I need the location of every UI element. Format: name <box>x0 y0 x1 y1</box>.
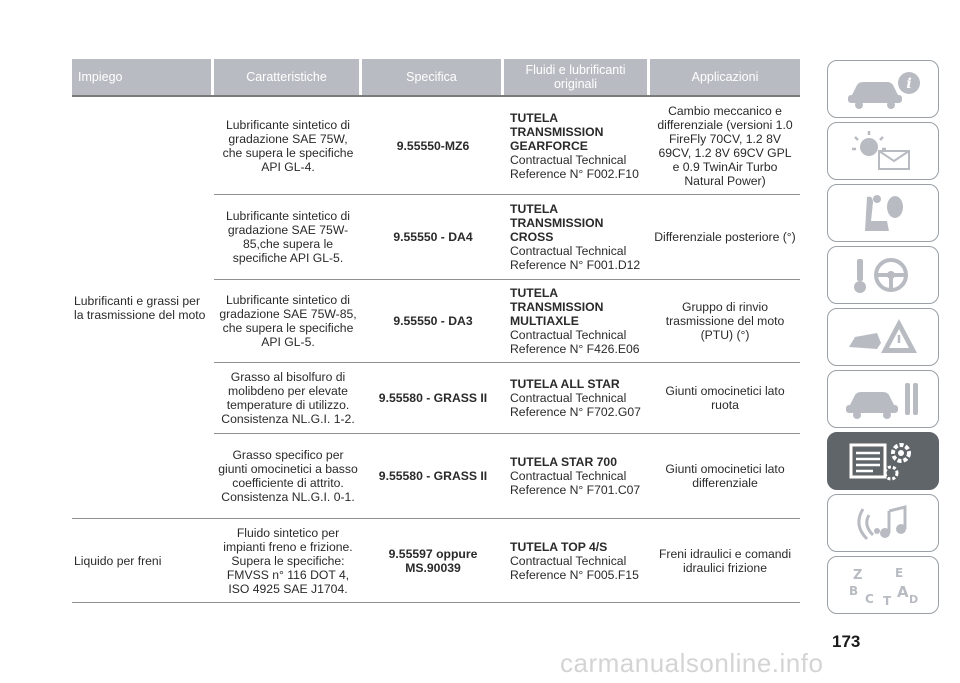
airbag-seat-icon <box>843 191 923 235</box>
header-impiego: Impiego <box>72 59 214 95</box>
fluid-cell <box>504 519 650 603</box>
page-number: 173 <box>832 632 861 651</box>
application-cell: Giunti omocinetici lato differenziale <box>650 434 800 519</box>
car-service-icon <box>843 377 923 421</box>
tab-car-info[interactable] <box>827 60 939 118</box>
use-cell: Liquido per freni <box>72 519 214 603</box>
fluid-cell <box>504 195 650 280</box>
multimedia-icon <box>843 501 923 545</box>
fluid-cell <box>504 95 650 195</box>
application-cell: Freni idraulici e comandi idraulici frizione <box>650 519 800 603</box>
fluid-reference: Contractual Technical Reference N° F001.D12 <box>510 244 641 272</box>
spec-cell: 9.55550 - DA4 <box>362 195 504 280</box>
fluid-reference: Contractual Technical Reference N° F426.E06 <box>510 328 640 356</box>
lubricants-table <box>72 59 800 603</box>
spec-cell: 9.55550 - DA3 <box>362 280 504 363</box>
header-specifica: Specifica <box>362 59 504 95</box>
tab-index[interactable] <box>827 556 939 614</box>
fluid-reference: Contractual Technical Reference N° F005.F15 <box>510 553 639 582</box>
spec-cell: 9.55580 - GRASS II <box>362 363 504 434</box>
tab-multimedia[interactable] <box>827 494 939 552</box>
table-header-row <box>72 59 800 95</box>
svg-text:D: D <box>909 593 919 606</box>
tab-maintenance[interactable] <box>827 370 939 428</box>
tab-emergency[interactable] <box>827 308 939 366</box>
fluid-name: TUTELA ALL STAR <box>510 377 620 391</box>
spec-cell: 9.55550-MZ6 <box>362 95 504 195</box>
fluid-name: TUTELA TRANSMISSION CROSS <box>510 202 604 244</box>
fluid-reference: Contractual Technical Reference N° F702.G07 <box>510 391 641 419</box>
table-row <box>72 95 800 195</box>
fluid-reference: Contractual Technical Reference N° F002.F10 <box>510 152 639 181</box>
tab-technical-data[interactable] <box>827 432 939 490</box>
steering-key-icon <box>843 253 923 297</box>
fluid-cell <box>504 363 650 434</box>
accident-warning-icon <box>843 315 923 359</box>
warning-lights-icon <box>843 129 923 173</box>
application-cell: Gruppo di rinvio trasmissione del moto (PTU) (°) <box>650 280 800 363</box>
svg-text:i: i <box>906 76 912 92</box>
svg-text:A: A <box>897 583 909 601</box>
chapter-tabs <box>827 60 941 618</box>
characteristics-cell: Lubrificante sintetico di gradazione SAE 75W-85, che supera le specifiche API GL-5. <box>214 280 362 363</box>
tab-warning-lights[interactable] <box>827 122 939 180</box>
tab-safety[interactable] <box>827 184 939 242</box>
spec-cell: 9.55597 oppure MS.90039 <box>362 519 504 603</box>
watermark: carmanualsonline.info <box>560 648 824 678</box>
spec-cell: 9.55580 - GRASS II <box>362 434 504 519</box>
svg-text:T: T <box>883 594 892 607</box>
car-info-icon <box>843 67 923 111</box>
fluid-name: TUTELA TRANSMISSION GEARFORCE <box>510 110 604 153</box>
technical-data-icon <box>843 439 923 483</box>
header-applicazioni: Applicazioni <box>650 59 800 95</box>
application-cell: Differenziale posteriore (°) <box>650 195 800 280</box>
index-letters-icon <box>843 563 923 607</box>
header-caratteristiche: Caratteristiche <box>214 59 362 95</box>
header-fluidi: Fluidi e lubrificanti originali <box>504 59 650 95</box>
use-cell: Lubrificanti e grassi per la trasmissione del moto <box>72 95 214 519</box>
characteristics-cell: Lubrificante sintetico di gradazione SAE 75W-85,che supera le specifiche API GL-5. <box>214 195 362 280</box>
fluid-name: TUTELA TOP 4/S <box>510 539 608 554</box>
characteristics-cell: Grasso al bisolfuro di molibdeno per elevate temperature di utilizzo. Consistenza NL.G.I. 1-2. <box>214 363 362 434</box>
fluid-cell <box>504 434 650 519</box>
tab-starting-driving[interactable] <box>827 246 939 304</box>
svg-text:B: B <box>849 584 859 598</box>
svg-text:C: C <box>865 592 874 606</box>
characteristics-cell: Fluido sintetico per impianti freno e frizione. Supera le specifiche: FMVSS n° 116 DOT 4, ISO 4925 SAE J1704. <box>214 519 362 603</box>
fluid-name: TUTELA TRANSMISSION MULTIAXLE <box>510 286 604 328</box>
fluid-cell <box>504 280 650 363</box>
application-cell: Cambio meccanico e differenziale (versioni 1.0 FireFly 70CV, 1.2 8V 69CV, 1.2 8V 69CV GPL e 0.9 TwinAir Turbo Natural Power) <box>650 95 800 195</box>
svg-text:E: E <box>895 566 904 580</box>
table-row <box>72 519 800 603</box>
characteristics-cell: Grasso specifico per giunti omocinetici a basso coefficiente di attrito. Consistenza NL.G.I. 0-1. <box>214 434 362 519</box>
application-cell: Giunti omocinetici lato ruota <box>650 363 800 434</box>
characteristics-cell: Lubrificante sintetico di gradazione SAE 75W, che supera le specifiche API GL-4. <box>214 95 362 195</box>
fluid-name: TUTELA STAR 700 <box>510 455 617 469</box>
svg-text:Z: Z <box>853 568 863 583</box>
fluid-reference: Contractual Technical Reference N° F701.C07 <box>510 469 641 497</box>
